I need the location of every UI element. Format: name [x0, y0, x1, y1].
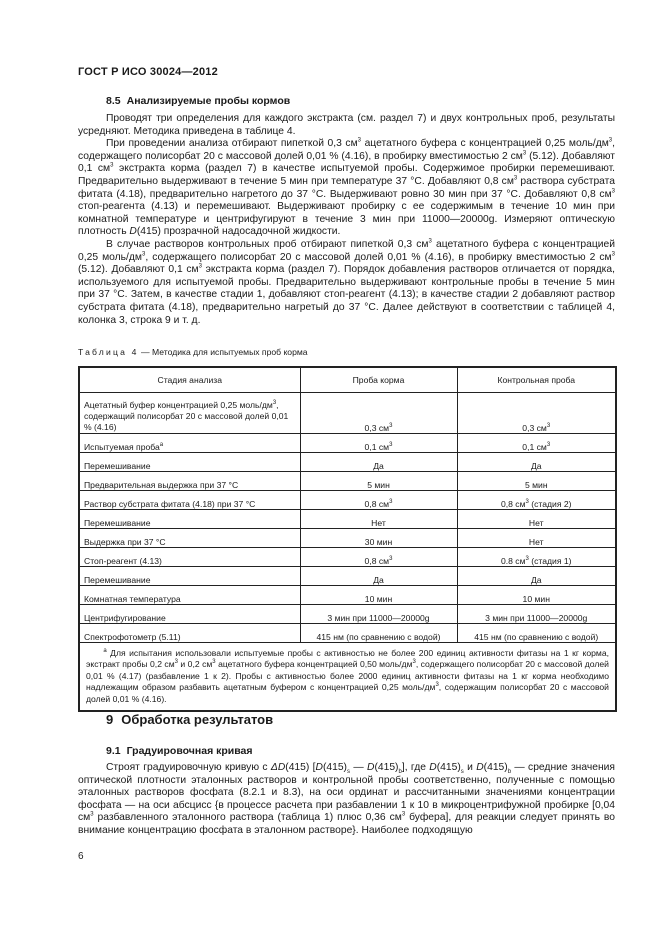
table-footnote: $^a$ Для испытания использовали испытуемые пробы с активностью не более 200 единиц активности фитазы на 1 кг корма, экстракт пробы 0,2 $см^3$ и 0,2 $см^3$ ацетатного буфера концентрацией 0,50 моль/$дм^3$, содержащего полисорбат 20 с массовой долей 0,01 % (4.17) (разбавление 1 к 2). Пробы с активностью более 2000 единиц активности фитазы на 1 кг корма необходимо надлежащим образом разбавить ацетатным буфером с концентрацией 0,25 моль/$дм^3$, содержащим полисорбат 20 с массовой долей 0,01 % (4.16). — [79, 643, 616, 712]
table-row: Стоп-реагент (4.13) 0,8 $см^3$ 0.8 $см^3$ (стадия 1) — [79, 548, 616, 567]
paragraph-1: Строят градуировочную кривую с ΔD(415) [$D(415)_s$ — $D(415)_b$], где $D(415)_s$ и $D(415)_b$ — средние значения оптической плотности эталонных растворов и контрольной пробы соответственно, полученные с помощью эталонных растворов фосфата (8.2.1 и 8.3), на оси ординат и рассчитанными значениями концентрации фосфата — на оси абсцисс {в процессе расчета при разбавлении 1 к 10 в микроцентрифужной пробирке [0,04 $см^3$ разбавленного эталонного раствора (таблица 1) плюс 0,36 $см^3$ буфера], для реакции следует принять во внимание концентрацию фосфата в эталонном растворе}. Наиболее подходящую — [78, 762, 615, 836]
section-number: 8.5 — [106, 95, 121, 107]
section-number: 9.1 — [106, 745, 121, 757]
section-title: Обработка результатов — [121, 712, 274, 727]
table-row: Раствор субстрата фитата (4.18) при 37 °С 0,8 $см^3$ 0,8 $см^3$ (стадия 2) — [79, 491, 616, 510]
paragraph-1: Проводят три определения для каждого экстракта (см. раздел 7) и двух контрольных проб, результаты усредняют. Методика приведена в таблице 4. — [78, 113, 615, 137]
section-9-1-heading — [78, 745, 615, 757]
section-9-1-body — [78, 762, 615, 838]
table-row: Ацетатный буфер концентрацией 0,25 моль/$дм^3$, содержащий полисорбат 20 с массовой долей 0,01 % (4.16) 0,3 $см^3$ 0,3 $см^3$ — [79, 393, 616, 434]
table-4-caption: Таблица 4 — Методика для испытуемых проб корма — [78, 347, 308, 357]
table-row: Спектрофотометр (5.11) 415 нм (по сравнению с водой) 415 нм (по сравнению с водой) — [79, 624, 616, 643]
header-control: Контрольная проба — [457, 367, 616, 393]
table-row: Предварительная выдержка при 37 °С 5 мин 5 мин — [79, 472, 616, 491]
table-row: Выдержка при 37 °С 30 мин Нет — [79, 529, 616, 548]
section-number: 9 — [106, 712, 114, 727]
section-title: Градуировочная кривая — [126, 745, 253, 757]
page-number: 6 — [78, 851, 84, 862]
table-row: Перемешивание Да Да — [79, 567, 616, 586]
paragraph-2: При проведении анализа отбирают пипеткой 0,3 $см^3$ ацетатного буфера с концентрацией 0,25 моль/$дм^3$, содержащего полисорбат 20 с массовой долей 0,01 % (4.16), в пробирку вместимостью 2 $см^3$ (5.12). Добавляют 0,1 $см^3$ экстракта корма (раздел 7) в качестве испытуемой пробы. Содержимое пробирки перемешивают. Предварительно выдерживают в течение 5 мин при температуре 37 °С. Добавляют 0,8 $см^3$ раствора субстрата фитата (4.18), предварительно нагретого до 37 °С. Выдерживают ровно 30 мин при 37 °С. Добавляют 0,8 $см^3$ стоп-реагента (4.13) и перемешивают. Выдерживают пробирку с ее содержимым в течение 10 мин при комнатной температуре и центрифугируют в течение 3 мин при 11000—20000g. Измеряют оптическую плотность D(415) прозрачной надосадочной жидкости. — [78, 137, 616, 238]
paragraph-3: В случае растворов контрольных проб отбирают пипеткой 0,3 $см^3$ ацетатного буфера с концентрацией 0,25 моль/$дм^3$, содержащего полисорбат 20 с массовой долей 0,01 % (4.16), в пробирку вместимостью 2 $см^3$ (5.12). Добавляют 0,1 $см^3$ экстракта корма (раздел 7). Порядок добавления растворов отличается от порядка, используемого для испытуемой пробы. Предварительно выдерживают контрольные пробы в течение 5 мин при 37 °С. Затем, в качестве стадии 1, добавляют стоп-реагент (4.13); в качестве стадии 2 добавляют раствор субстрата фитата (4.18), предварительно нагретый до 37 °С. Далее действуют в соответствии с таблицей 4, колонка 3, строка 9 и т. д. — [78, 238, 615, 326]
document-header: ГОСТ Р ИСО 30024—2012 — [78, 66, 218, 78]
section-8-5-heading — [78, 95, 615, 107]
section-title: Анализируемые пробы кормов — [126, 95, 291, 107]
header-stage: Стадия анализа — [79, 367, 300, 393]
section-8-5-body — [78, 113, 615, 327]
table-row: Испытуемая проба$^a$ 0,1 $см^3$ 0,1 $см^3$ — [79, 434, 616, 453]
table-row: Центрифугирование 3 мин при 11000—20000g 3 мин при 11000—20000g — [79, 605, 616, 624]
table-4 — [78, 366, 617, 712]
section-9-heading — [78, 712, 615, 727]
table-row: Перемешивание Да Да — [79, 453, 616, 472]
header-sample: Проба корма — [300, 367, 457, 393]
table-row: Комнатная температура 10 мин 10 мин — [79, 586, 616, 605]
table-row: Перемешивание Нет Нет — [79, 510, 616, 529]
